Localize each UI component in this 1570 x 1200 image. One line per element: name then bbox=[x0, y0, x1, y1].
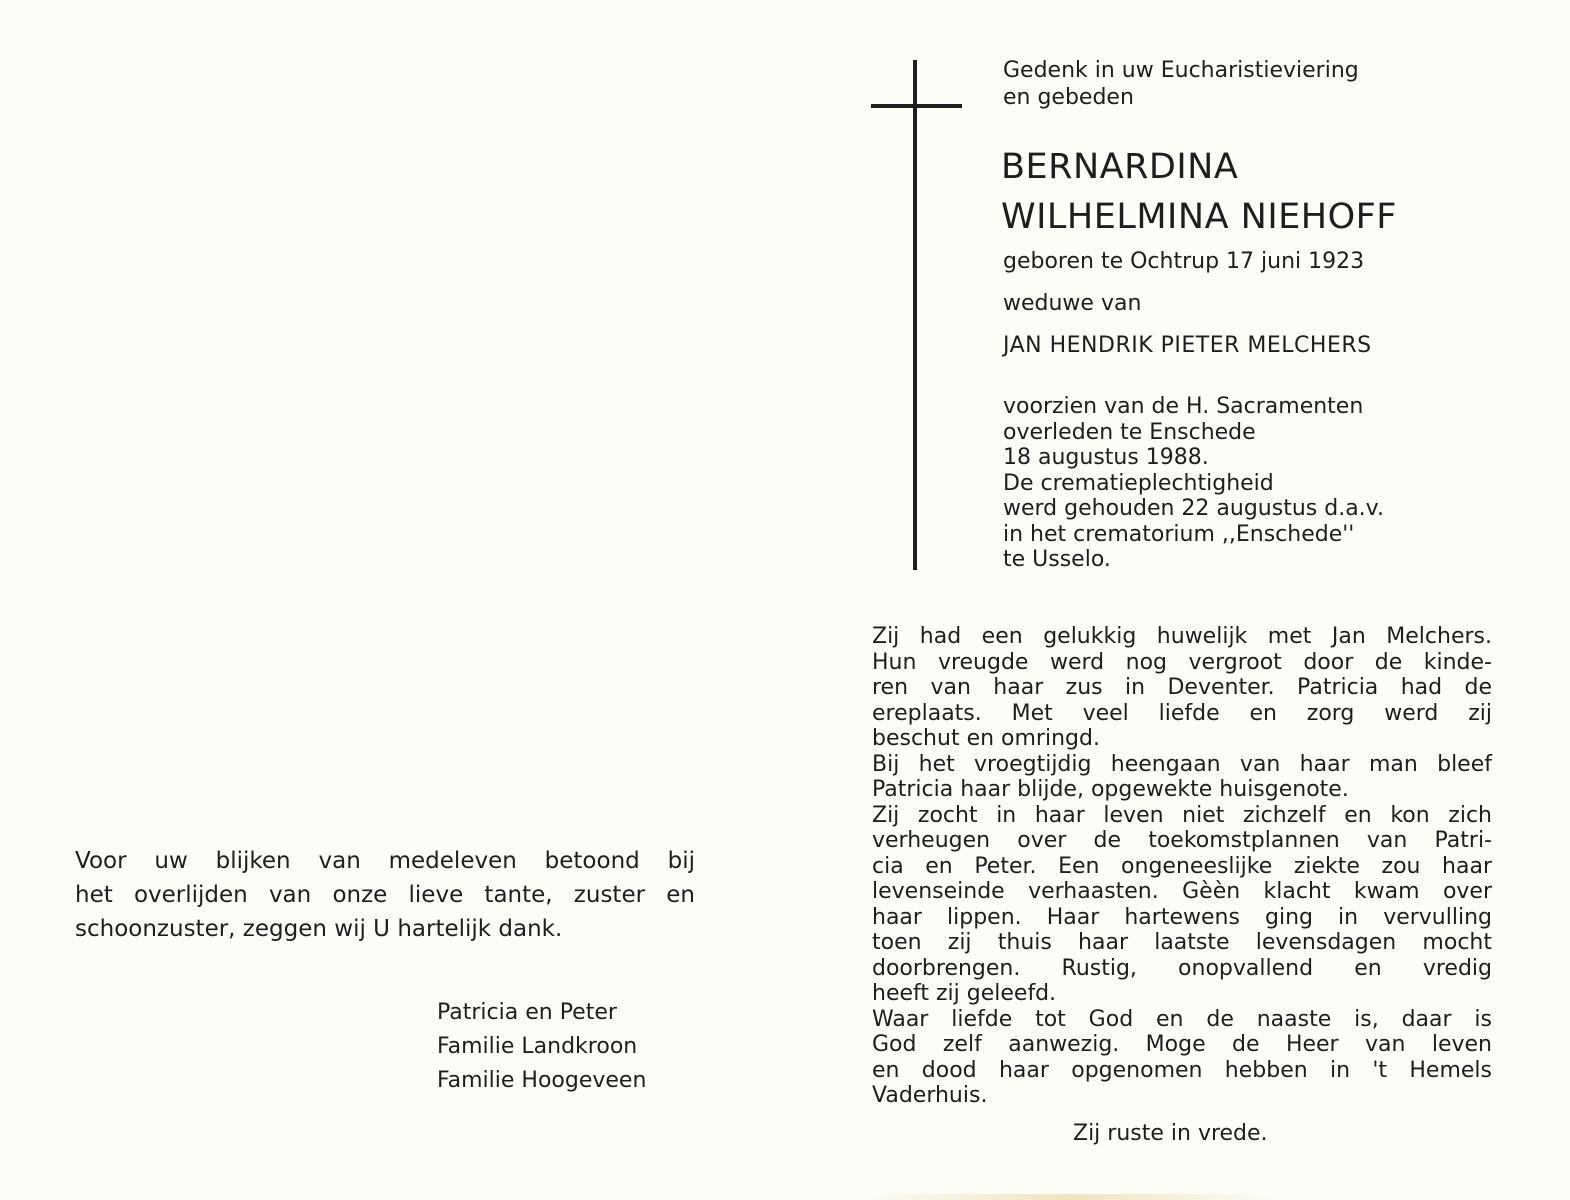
biography bbox=[872, 624, 1492, 1109]
bio-line: Hun vreugde werd nog vergroot door de kinde- bbox=[872, 649, 1492, 675]
intro-line: en gebeden bbox=[1003, 85, 1134, 110]
thanks-message bbox=[75, 844, 695, 946]
name-line: BERNARDINA bbox=[1001, 147, 1239, 187]
detail-line: werd gehouden 22 augustus d.a.v. bbox=[1003, 496, 1384, 521]
name-line: WILHELMINA NIEHOFF bbox=[1001, 197, 1397, 237]
detail-line: De crematieplechtigheid bbox=[1003, 470, 1274, 496]
detail-line: overleden te Enschede bbox=[1003, 419, 1256, 445]
bio-line: ereplaats. Met veel liefde en zorg werd zij bbox=[872, 700, 1492, 726]
detail-line: in het crematorium ,,Enschede'' bbox=[1003, 521, 1355, 547]
signers-list bbox=[437, 996, 646, 1098]
intro-text bbox=[1003, 57, 1359, 111]
bio-line: doorbrengen. Rustig, onopvallend en vredig bbox=[872, 955, 1492, 981]
husband-name: JAN HENDRIK PIETER MELCHERS bbox=[1003, 333, 1372, 358]
signer: Familie Hoogeveen bbox=[437, 1068, 647, 1093]
bio-line: levenseinde verhaasten. Gèèn klacht kwam over bbox=[872, 879, 1492, 904]
bio-line: heeft zij geleefd. bbox=[872, 981, 1057, 1006]
detail-line: voorzien van de H. Sacramenten bbox=[1003, 394, 1364, 419]
bio-line: haar lippen. Haar hartewens ging in vervulling bbox=[872, 904, 1492, 930]
cross-horizontal-bar bbox=[871, 104, 962, 108]
bio-line: Waar liefde tot God en de naaste is, daar is bbox=[872, 1006, 1492, 1032]
bio-line: en dood haar opgenomen hebben in 't Hemels bbox=[872, 1057, 1492, 1083]
detail-line: te Usselo. bbox=[1003, 547, 1111, 572]
thanks-line: Voor uw blijken van medeleven betoond bij bbox=[75, 848, 695, 874]
widow-of-label: weduwe van bbox=[1003, 291, 1142, 316]
birth-info: geboren te Ochtrup 17 juni 1923 bbox=[1003, 249, 1365, 274]
bio-line: verheugen over de toekomstplannen van Patri- bbox=[872, 828, 1492, 853]
deceased-name bbox=[1001, 142, 1397, 242]
bio-line: toen zij thuis haar laatste levensdagen mocht bbox=[872, 930, 1492, 955]
bio-line: cia en Peter. Een ongeneeslijke ziekte zou haar bbox=[872, 853, 1492, 879]
intro-line: Gedenk in uw Eucharistieviering bbox=[1003, 58, 1359, 83]
bio-line: Patricia haar blijde, opgewekte huisgenote. bbox=[872, 777, 1349, 802]
bio-line: Zij had een gelukkig huwelijk met Jan Melchers. bbox=[872, 624, 1492, 649]
bio-line: Vaderhuis. bbox=[872, 1083, 988, 1108]
closing-line: Zij ruste in vrede. bbox=[1073, 1121, 1268, 1146]
signer: Patricia en Peter bbox=[437, 1000, 617, 1025]
detail-line: 18 augustus 1988. bbox=[1003, 445, 1209, 470]
thanks-line: het overlijden van onze lieve tante, zuster en bbox=[75, 882, 695, 908]
bio-line: beschut en omringd. bbox=[872, 726, 1100, 751]
bio-line: God zelf aanwezig. Moge de Heer van leven bbox=[872, 1032, 1492, 1057]
signer: Familie Landkroon bbox=[437, 1034, 638, 1059]
thanks-line: schoonzuster, zeggen wij U hartelijk dank. bbox=[75, 916, 563, 942]
bio-line: Zij zocht in haar leven niet zichzelf en kon zich bbox=[872, 802, 1492, 828]
bio-line: ren van haar zus in Deventer. Patricia had de bbox=[872, 675, 1492, 700]
cross-vertical-bar bbox=[913, 60, 917, 570]
paper-stain bbox=[860, 1194, 1280, 1200]
bio-line: Bij het vroegtijdig heengaan van haar man bleef bbox=[872, 751, 1492, 777]
death-details bbox=[1003, 394, 1384, 573]
